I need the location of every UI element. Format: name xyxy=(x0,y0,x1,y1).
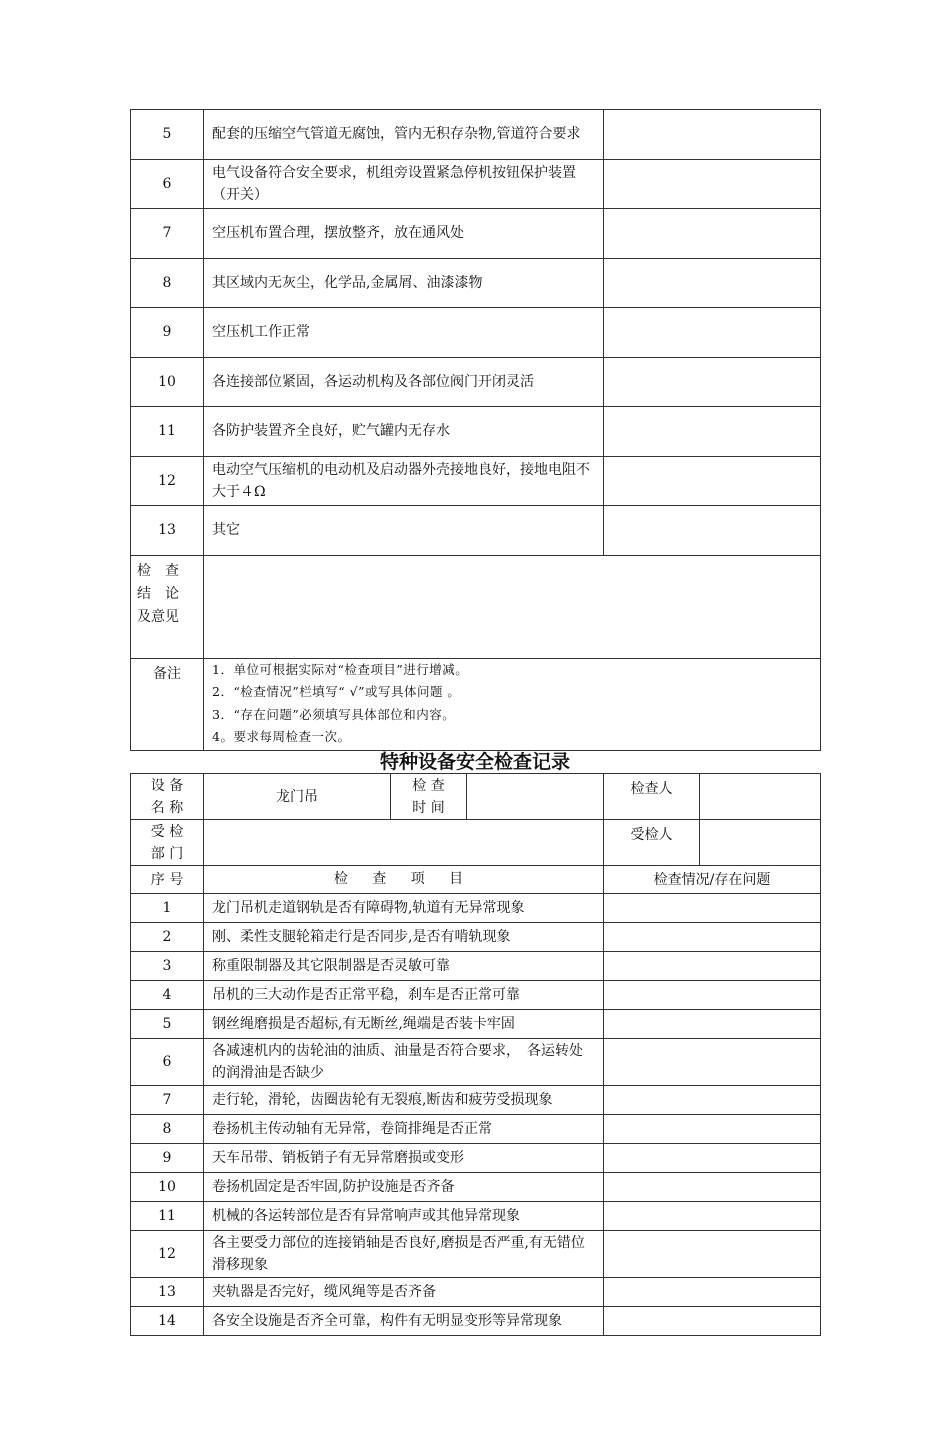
check-item: 钢丝绳磨损是否超标,有无断丝,绳端是否装卡牢固 xyxy=(204,1010,604,1039)
table-row xyxy=(131,110,821,160)
conclusion-row xyxy=(131,555,821,658)
check-item: 卷扬机主传动轴有无异常，卷筒排绳是否正常 xyxy=(204,1115,604,1144)
row-number: 5 xyxy=(131,110,204,160)
status-cell[interactable] xyxy=(604,258,821,308)
status-cell[interactable] xyxy=(604,308,821,358)
check-item: 天车吊带、销板销子有无异常磨损或变形 xyxy=(204,1144,604,1173)
row-number: 4 xyxy=(131,981,204,1010)
check-item: 其区域内无灰尘，化学品,金属屑、油漆漆物 xyxy=(204,258,604,308)
note-line: 1．单位可根据实际对“检查项目”进行增减。 xyxy=(212,661,469,677)
inspected-person-field[interactable] xyxy=(700,820,821,866)
check-item: 其它 xyxy=(204,506,604,556)
table-row xyxy=(131,407,821,457)
row-number: 3 xyxy=(131,952,204,981)
table-row xyxy=(131,894,821,923)
table-row xyxy=(131,923,821,952)
department-field[interactable] xyxy=(204,820,604,866)
col-header-no: 序 号 xyxy=(131,866,204,894)
row-number: 12 xyxy=(131,1231,204,1278)
table-row xyxy=(131,159,821,209)
header-row-department xyxy=(131,820,821,866)
row-number: 7 xyxy=(131,1086,204,1115)
row-number: 1 xyxy=(131,894,204,923)
status-cell[interactable] xyxy=(604,1278,821,1307)
status-cell[interactable] xyxy=(604,456,821,506)
table-row xyxy=(131,1307,821,1336)
inspection-table-1 xyxy=(130,109,821,751)
label-line: 时 间 xyxy=(412,799,445,816)
table-row xyxy=(131,1115,821,1144)
col-header-item: 检 查 项 目 xyxy=(204,866,604,894)
status-cell[interactable] xyxy=(604,110,821,160)
conclusion-label-line: 检 查 xyxy=(137,562,179,579)
check-item: 称重限制器及其它限制器是否灵敏可靠 xyxy=(204,952,604,981)
label-line: 名 称 xyxy=(150,799,184,816)
status-cell[interactable] xyxy=(604,923,821,952)
label-line: 检 查 xyxy=(412,777,445,794)
conclusion-field[interactable] xyxy=(204,555,821,658)
status-cell[interactable] xyxy=(604,1010,821,1039)
inspector-label: 检查人 xyxy=(604,774,700,820)
row-number: 6 xyxy=(131,159,204,209)
header-row-equipment xyxy=(131,774,821,820)
row-number: 13 xyxy=(131,506,204,556)
table-row xyxy=(131,1010,821,1039)
table-row xyxy=(131,1144,821,1173)
table-row xyxy=(131,357,821,407)
table-row xyxy=(131,258,821,308)
department-label xyxy=(131,820,204,866)
row-number: 7 xyxy=(131,209,204,259)
status-cell[interactable] xyxy=(604,1202,821,1231)
status-cell[interactable] xyxy=(604,1086,821,1115)
equipment-name-value[interactable]: 龙门吊 xyxy=(204,774,391,820)
col-header-status: 检查情况/存在问题 xyxy=(604,866,821,894)
notes-label: 备注 xyxy=(131,658,204,750)
equipment-name-label xyxy=(131,774,204,820)
check-item: 配套的压缩空气管道无腐蚀，管内无积存杂物,管道符合要求 xyxy=(204,110,604,160)
status-cell[interactable] xyxy=(604,407,821,457)
check-item: 刚、柔性支腿轮箱走行是否同步,是否有啃轨现象 xyxy=(204,923,604,952)
row-number: 9 xyxy=(131,1144,204,1173)
table-row xyxy=(131,1278,821,1307)
notes-row xyxy=(131,658,821,750)
inspected-person-label: 受检人 xyxy=(604,820,700,866)
row-number: 5 xyxy=(131,1010,204,1039)
row-number: 9 xyxy=(131,308,204,358)
note-line: 2．“检查情况”栏填写“ √”或写具体问题 。 xyxy=(212,684,461,699)
inspection-time-field[interactable] xyxy=(467,774,604,820)
label-line: 部 门 xyxy=(150,845,184,862)
row-number: 2 xyxy=(131,923,204,952)
status-cell[interactable] xyxy=(604,209,821,259)
inspection-table-2 xyxy=(130,773,821,1336)
row-number: 10 xyxy=(131,1173,204,1202)
inspector-field[interactable] xyxy=(700,774,821,820)
status-cell[interactable] xyxy=(604,1115,821,1144)
status-cell[interactable] xyxy=(604,357,821,407)
row-number: 14 xyxy=(131,1307,204,1336)
row-number: 11 xyxy=(131,1202,204,1231)
check-item: 电气设备符合安全要求，机组旁设置紧急停机按钮保护装置（开关） xyxy=(204,159,604,209)
check-item: 各防护装置齐全良好，贮气罐内无存水 xyxy=(204,407,604,457)
conclusion-label-line: 及意见 xyxy=(137,608,179,625)
check-item: 空压机工作正常 xyxy=(204,308,604,358)
row-number: 12 xyxy=(131,456,204,506)
check-item: 电动空气压缩机的电动机及启动器外壳接地良好，接地电阻不大于４Ω xyxy=(204,456,604,506)
status-cell[interactable] xyxy=(604,1144,821,1173)
table-row xyxy=(131,506,821,556)
status-cell[interactable] xyxy=(604,1039,821,1086)
table-row xyxy=(131,308,821,358)
check-item: 空压机布置合理，摆放整齐，放在通风处 xyxy=(204,209,604,259)
check-item: 走行轮，滑轮，齿圈齿轮有无裂痕,断齿和疲劳受损现象 xyxy=(204,1086,604,1115)
table-row xyxy=(131,1202,821,1231)
table-row xyxy=(131,209,821,259)
notes-content xyxy=(204,658,821,750)
conclusion-label-line: 结 论 xyxy=(137,585,179,602)
row-number: 8 xyxy=(131,258,204,308)
row-number: 6 xyxy=(131,1039,204,1086)
status-cell[interactable] xyxy=(604,952,821,981)
row-number: 13 xyxy=(131,1278,204,1307)
status-cell[interactable] xyxy=(604,1307,821,1336)
label-line: 设 备 xyxy=(150,777,184,794)
check-item: 机械的各运转部位是否有异常响声或其他异常现象 xyxy=(204,1202,604,1231)
status-cell[interactable] xyxy=(604,1231,821,1278)
label-line: 受 检 xyxy=(150,823,184,840)
check-item: 吊机的三大动作是否正常平稳，刹车是否正常可靠 xyxy=(204,981,604,1010)
check-item: 各减速机内的齿轮油的油质、油量是否符合要求， 各运转处的润滑油是否缺少 xyxy=(204,1039,604,1086)
check-item: 龙门吊机走道钢轨是否有障碍物,轨道有无异常现象 xyxy=(204,894,604,923)
row-number: 10 xyxy=(131,357,204,407)
check-item: 各主要受力部位的连接销轴是否良好,磨损是否严重,有无错位滑移现象 xyxy=(204,1231,604,1278)
conclusion-label xyxy=(131,555,204,658)
check-item: 各安全设施是否齐全可靠，构件有无明显变形等异常现象 xyxy=(204,1307,604,1336)
column-header-row xyxy=(131,866,821,894)
table-row xyxy=(131,1086,821,1115)
record-title: 特种设备安全检查记录 xyxy=(379,751,570,773)
row-number: 8 xyxy=(131,1115,204,1144)
table-row xyxy=(131,1039,821,1086)
table-row xyxy=(131,456,821,506)
check-item: 卷扬机固定是否牢固,防护设施是否齐备 xyxy=(204,1173,604,1202)
status-cell[interactable] xyxy=(604,894,821,923)
note-line: 3．“存在问题”必须填写具体部位和内容。 xyxy=(212,706,456,722)
table-row xyxy=(131,952,821,981)
status-cell[interactable] xyxy=(604,1173,821,1202)
status-cell[interactable] xyxy=(604,506,821,556)
check-item: 夹轨器是否完好，缆风绳等是否齐备 xyxy=(204,1278,604,1307)
table-row xyxy=(131,1231,821,1278)
row-number: 11 xyxy=(131,407,204,457)
status-cell[interactable] xyxy=(604,159,821,209)
check-item: 各连接部位紧固，各运动机构及各部位阀门开闭灵活 xyxy=(204,357,604,407)
note-line: 4。要求每周检查一次。 xyxy=(212,729,351,744)
inspection-time-label xyxy=(391,774,467,820)
status-cell[interactable] xyxy=(604,981,821,1010)
table-row xyxy=(131,981,821,1010)
table-row xyxy=(131,1173,821,1202)
